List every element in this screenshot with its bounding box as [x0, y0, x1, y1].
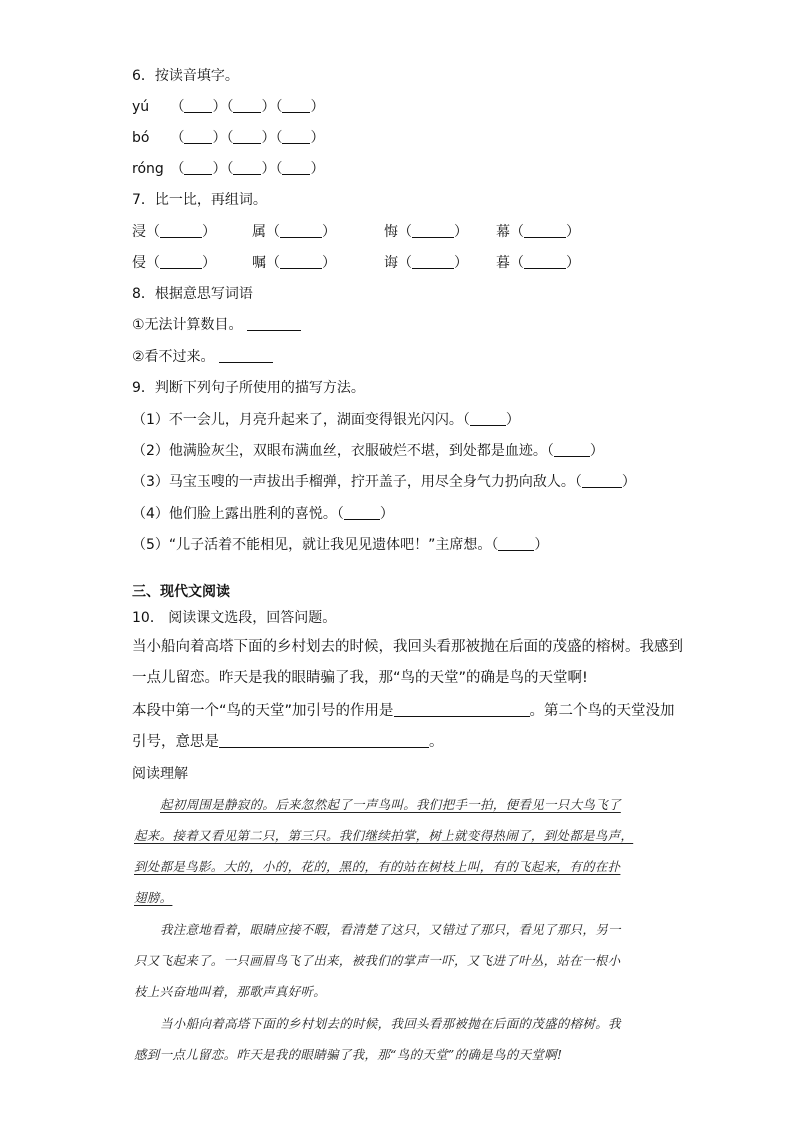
q7-item[interactable]: 悔（ ）	[384, 224, 468, 240]
answer-group-1[interactable]: （ ）（ ）（ ）	[170, 99, 325, 115]
q8-title: 8．根据意思写词语	[132, 286, 253, 302]
q10-question-line-2: 引号，意思是 。	[132, 734, 444, 750]
answer-blank[interactable]	[282, 160, 310, 175]
q6-row-2	[132, 128, 324, 148]
answer-blank[interactable]	[524, 223, 566, 238]
answer-blank[interactable]	[184, 98, 212, 113]
passage-line-1: 当小船向着高塔下面的乡村划去的时候，我回头看那被抛在后面的茂盛的榕树。我感到	[132, 639, 683, 655]
hand-line: 当小船向着高塔下面的乡村划去的时候，我回头看那被抛在后面的茂盛的榕树。我	[160, 1016, 621, 1031]
answer-blank[interactable]	[470, 411, 506, 426]
q7-item[interactable]: 浸（ ）	[132, 224, 216, 240]
answer-blank[interactable]	[282, 129, 310, 144]
answer-blank[interactable]	[498, 536, 534, 551]
q9-item-5: （5）“儿子活着不能相见，就让我见见遗体吧！”主席想。（ ）	[132, 537, 549, 553]
answer-blank[interactable]	[160, 254, 202, 269]
hand-line: 我注意地看着，眼睛应接不暇，看清楚了这只，又错过了那只，看见了那只，另一	[160, 922, 621, 937]
answer-blank[interactable]	[233, 129, 261, 144]
q7-item[interactable]: 侵（ ）	[132, 255, 216, 271]
answer-blank[interactable]	[394, 702, 530, 717]
answer-blank[interactable]	[582, 473, 622, 488]
hand-line: 起初周围是静寂的。后来忽然起了一声鸟叫。我们把手一拍，便看见一只大鸟飞了	[160, 797, 621, 812]
q6-row-3	[132, 159, 324, 179]
answer-blank[interactable]	[344, 505, 380, 520]
answer-group-2[interactable]: （ ）（ ）（ ）	[170, 130, 325, 146]
q7-item[interactable]: 暮（ ）	[496, 255, 580, 271]
passage-line-2: 一点儿留恋。昨天是我的眼睛骗了我，那“鸟的天堂”的确是鸟的天堂啊!	[132, 670, 588, 686]
hand-line: 只又飞起来了。一只画眉鸟飞了出来，被我们的掌声一吓，又飞进了叶丛，站在一根小	[134, 953, 621, 968]
answer-blank[interactable]	[554, 442, 590, 457]
q7-item[interactable]: 幕（ ）	[496, 224, 580, 240]
answer-blank[interactable]	[219, 733, 429, 748]
answer-blank[interactable]	[160, 223, 202, 238]
q10-title: 10． 阅读课文选段，回答问题。	[132, 610, 337, 626]
q9-title: 9．判断下列句子所使用的描写方法。	[132, 380, 365, 396]
answer-blank[interactable]	[524, 254, 566, 269]
hand-line: 枝上兴奋地叫着，那歌声真好听。	[134, 984, 327, 999]
q6-title: 6．按读音填字。	[132, 68, 239, 84]
answer-group-3[interactable]: （ ）（ ）（ ）	[170, 161, 325, 177]
hand-line: 感到一点儿留恋。昨天是我的眼睛骗了我，那“鸟的天堂”的确是鸟的天堂啊!	[134, 1047, 563, 1062]
section-heading: 三、现代文阅读	[132, 584, 230, 600]
answer-blank[interactable]	[219, 348, 273, 363]
pinyin-yu: yú	[132, 99, 150, 115]
q9-item-4: （4）他们脸上露出胜利的喜悦。（ ）	[132, 506, 394, 522]
answer-blank[interactable]	[282, 98, 310, 113]
q9-item-3: （3）马宝玉嗖的一声拔出手榴弹，拧开盖子，用尽全身气力扔向敌人。（ ）	[132, 474, 636, 490]
answer-blank[interactable]	[233, 98, 261, 113]
answer-blank[interactable]	[280, 254, 322, 269]
reading-label: 阅读理解	[132, 766, 188, 782]
answer-blank[interactable]	[412, 254, 454, 269]
pinyin-bo: bó	[132, 130, 150, 146]
q7-item[interactable]: 诲（ ）	[384, 255, 468, 271]
q6-row-1	[132, 97, 324, 117]
q7-item[interactable]: 属（ ）	[252, 224, 336, 240]
q7-title: 7．比一比，再组词。	[132, 192, 267, 208]
hand-line: 到处都是鸟影。大的，小的，花的，黑的，有的站在树枝上叫，有的飞起来，有的在扑	[134, 859, 621, 874]
answer-blank[interactable]	[412, 223, 454, 238]
q9-item-2: （2）他满脸灰尘，双眼布满血丝，衣服破烂不堪，到处都是血迹。（ ）	[132, 443, 604, 459]
pinyin-rong: róng	[132, 161, 164, 177]
answer-blank[interactable]	[247, 316, 301, 331]
q9-item-1: （1）不一会儿，月亮升起来了，湖面变得银光闪闪。（ ）	[132, 412, 520, 428]
q10-question-line-1: 本段中第一个“鸟的天堂”加引号的作用是 。第二个鸟的天堂没加	[132, 703, 675, 719]
q8-item-1: ①无法计算数目。	[132, 315, 301, 335]
hand-line: 起来。接着又看见第二只，第三只。我们继续拍掌，树上就变得热闹了，到处都是鸟声，	[134, 828, 634, 843]
hand-line: 翅膀。	[134, 890, 173, 905]
q7-item[interactable]: 嘱（ ）	[252, 255, 336, 271]
answer-blank[interactable]	[280, 223, 322, 238]
answer-blank[interactable]	[184, 160, 212, 175]
answer-blank[interactable]	[233, 160, 261, 175]
answer-blank[interactable]	[184, 129, 212, 144]
q8-item-2: ②看不过来。	[132, 347, 273, 367]
